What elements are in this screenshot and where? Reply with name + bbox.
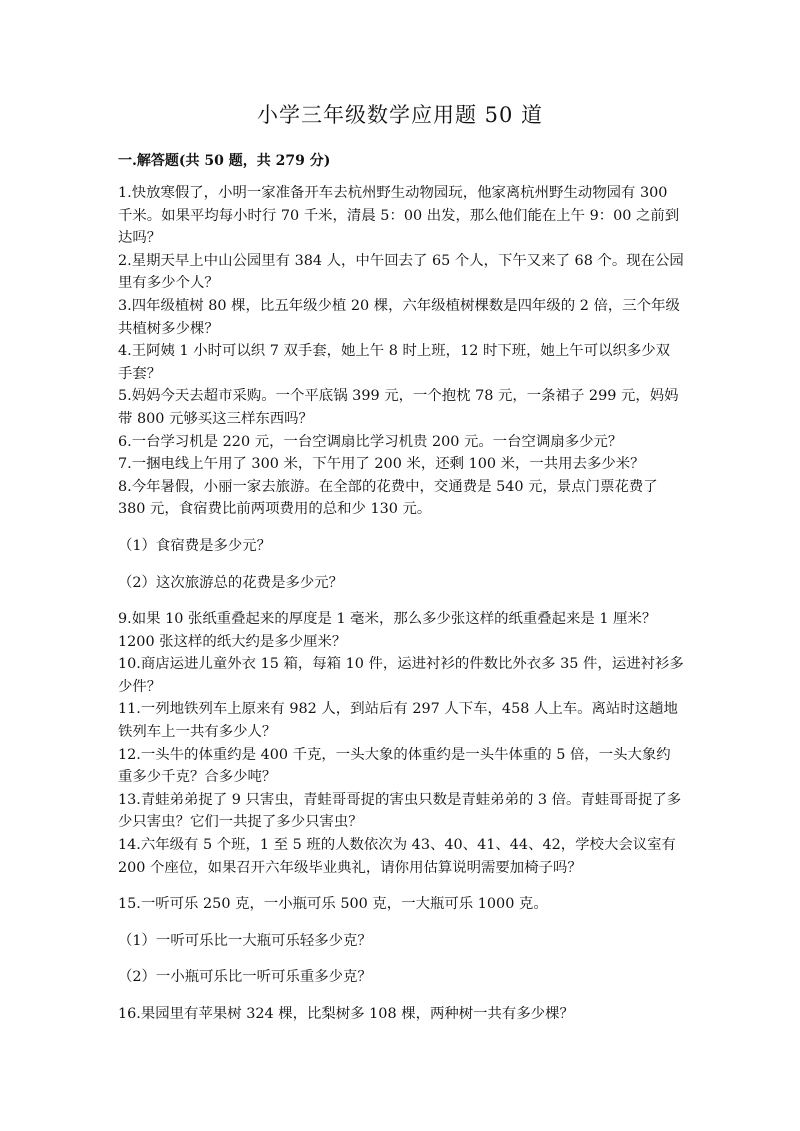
question-8-part-1: （1）食宿费是多少元？ [118, 537, 272, 554]
question-8: 8.今年暑假，小丽一家去旅游。在全部的花费中，交通费是 540 元，景点门票花费了 380 元，食宿费比前两项费用的总和少 130 元。 [118, 478, 658, 518]
question-14: 14.六年级有 5 个班，1 至 5 班的人数依次为 43、40、41、44、42，学校大会议室有 200 个座位，如果召开六年级毕业典礼，请你用估算说明需要加椅子吗？ [118, 837, 676, 876]
question-6: 6.一台学习机是 220 元，一台空调扇比学习机贵 200 元。一台空调扇多少元？ [118, 433, 623, 450]
question-15-part-2: （2）一小瓶可乐比一听可乐重多少克？ [118, 969, 372, 986]
question-8-part-2: （2）这次旅游总的花费是多少元？ [118, 574, 344, 591]
question-5: 5.妈妈今天去超市采购。一个平底锅 399 元，一个抱枕 78 元，一条裙子 299 元，妈妈带 800 元够买这三样东西吗？ [118, 388, 679, 427]
question-13: 13.青蛙弟弟捉了 9 只害虫，青蛙哥哥捉的害虫只数是青蛙弟弟的 3 倍。青蛙哥哥捉了多少只害虫？它们一共捉了多少只害虫？ [118, 791, 682, 831]
question-15: 15.一听可乐 250 克，一小瓶可乐 500 克，一大瓶可乐 1000 克。 [118, 896, 548, 913]
question-12: 12.一头牛的体重约是 400 千克，一头大象的体重约是一头牛体重的 5 倍，一头大象约重多少千克？合多少吨？ [118, 746, 671, 786]
question-15-part-1: （1）一听可乐比一大瓶可乐轻多少克？ [118, 932, 372, 949]
question-list [118, 182, 684, 1026]
question-10: 10.商店运进儿童外衣 15 箱，每箱 10 件，运进衬衫的件数比外衣多 35 件，运进衬衫多少件？ [118, 656, 684, 695]
question-3: 3.四年级植树 80 棵，比五年级少植 20 棵，六年级植树棵数是四年级的 2 倍，三个年级共植树多少棵？ [118, 297, 680, 337]
question-2: 2.星期天早上中山公园里有 384 人，中午回去了 65 个人，下午又来了 68 个。现在公园里有多少个人？ [118, 252, 684, 292]
question-1: 1.快放寒假了，小明一家准备开车去杭州野生动物园玩，他家离杭州野生动物园有 300 千米。如果平均每小时行 70 千米，清晨 5：00 出发，那么他们能在上午 9：00 之前到达吗？ [118, 185, 680, 247]
question-11: 11.一列地铁列车上原来有 982 人，到站后有 297 人下车，458 人上车。离站时这趟地铁列车上一共有多少人？ [118, 701, 678, 741]
question-7: 7.一捆电线上午用了 300 米，下午用了 200 米，还剩 100 米，一共用去多少米？ [118, 456, 645, 473]
page-title: 小学三年级数学应用题 50 道 [256, 103, 544, 127]
question-9: 9.如果 10 张纸重叠起来的厚度是 1 毫米，那么多少张这样的纸重叠起来是 1 厘米？1200 张这样的纸大约是多少厘米？ [118, 611, 657, 650]
question-16: 16.果园里有苹果树 324 棵，比梨树多 108 棵，两种树一共有多少棵？ [118, 1006, 574, 1022]
question-4: 4.王阿姨 1 小时可以织 7 双手套，她上午 8 时上班，12 时下班，她上午可以织多少双手套？ [118, 343, 671, 382]
section-heading: 一.解答题(共 50 题，共 279 分) [118, 153, 331, 169]
